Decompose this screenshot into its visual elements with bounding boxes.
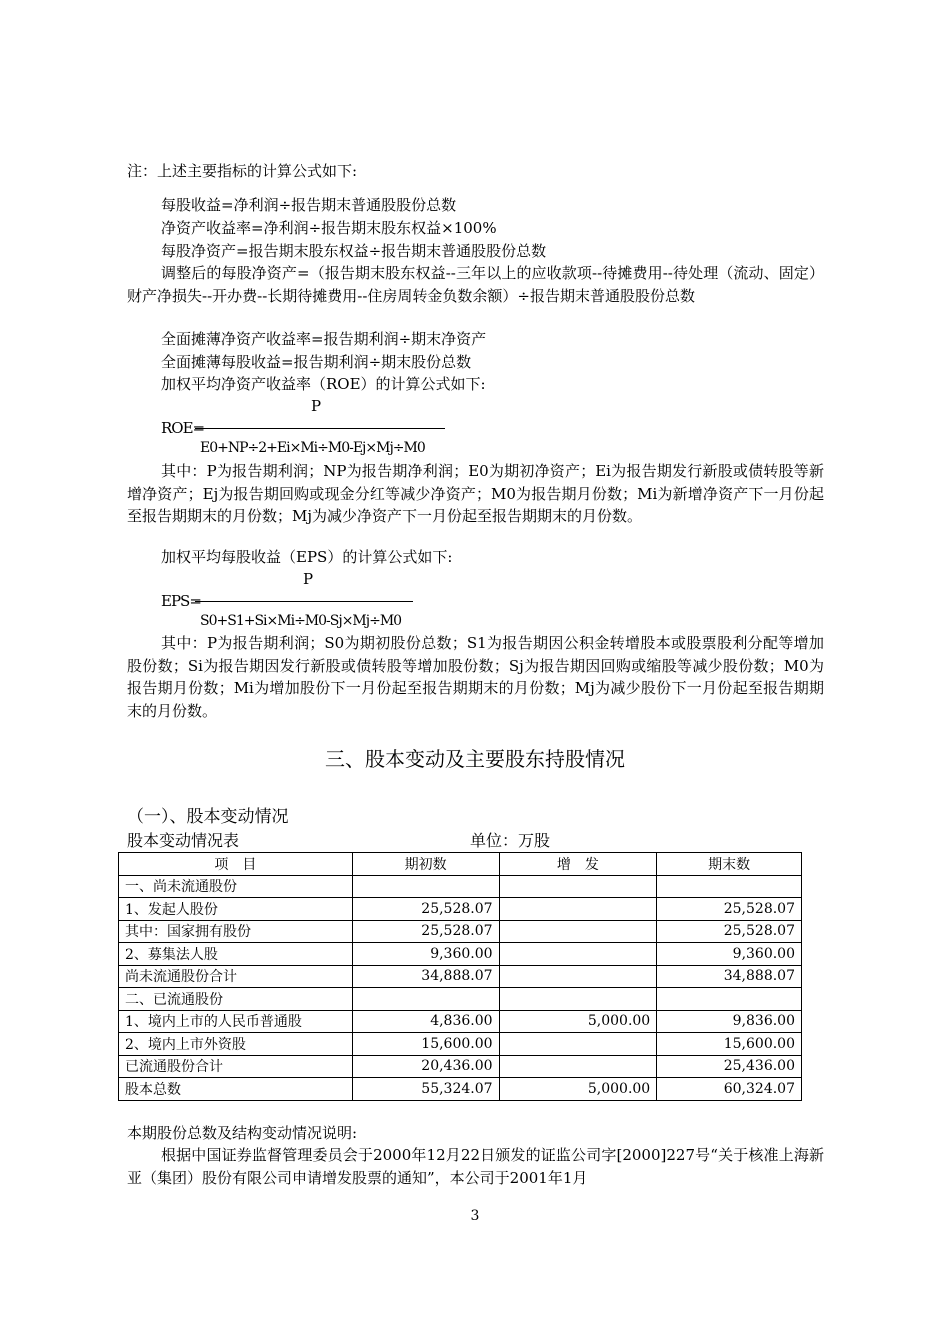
header-issuance: 增 发 xyxy=(499,853,657,876)
row-label: 尚未流通股份合计 xyxy=(119,965,353,988)
weighted-roe-intro: 加权平均净资产收益率（ROE）的计算公式如下: xyxy=(161,375,486,393)
opening-value: 25,528.07 xyxy=(352,898,499,921)
adjusted-bvps-formula: 调整后的每股净资产=（报告期末股东权益--三年以上的应收款项--待摊费用--待处理（流动、固定）财产净损失--开办费--长期待摊费用--住房周转金负数余额）÷报告期末普通股股份总数 xyxy=(127,264,824,305)
opening-value: 9,360.00 xyxy=(352,943,499,966)
issuance-value: 5,000.00 xyxy=(499,1010,657,1033)
closing-value: 25,436.00 xyxy=(657,1055,802,1078)
closing-value xyxy=(657,988,802,1011)
closing-value: 25,528.07 xyxy=(657,920,802,943)
roe-label: ROE= xyxy=(161,419,205,437)
closing-value xyxy=(657,875,802,898)
table-row xyxy=(119,1078,802,1101)
eps-formula: 每股收益=净利润÷报告期末普通股股份总数 xyxy=(161,196,457,214)
issuance-value xyxy=(499,1055,657,1078)
table-row xyxy=(119,1010,802,1033)
eps-label: EPS= xyxy=(161,592,201,610)
weighted-eps-intro: 加权平均每股收益（EPS）的计算公式如下: xyxy=(161,548,453,566)
row-label: 其中：国家拥有股份 xyxy=(119,920,353,943)
issuance-value xyxy=(499,943,657,966)
header-item: 项 目 xyxy=(119,853,353,876)
row-label: 1、发起人股份 xyxy=(119,898,353,921)
diluted-eps-formula: 全面摊薄每股收益=报告期利润÷期末股份总数 xyxy=(161,353,472,371)
opening-value: 15,600.00 xyxy=(352,1033,499,1056)
issuance-value xyxy=(499,875,657,898)
bvps-formula: 每股净资产=报告期末股东权益÷报告期末普通股股份总数 xyxy=(161,242,547,260)
table-row xyxy=(119,1055,802,1078)
table-row xyxy=(119,988,802,1011)
eps-numerator: P xyxy=(303,570,314,588)
closing-value: 9,360.00 xyxy=(657,943,802,966)
row-label: 二、已流通股份 xyxy=(119,988,353,1011)
table-row xyxy=(119,898,802,921)
roe-fraction-bar xyxy=(195,428,445,429)
row-label: 股本总数 xyxy=(119,1078,353,1101)
row-label: 2、境内上市外资股 xyxy=(119,1033,353,1056)
row-label: 一、尚未流通股份 xyxy=(119,875,353,898)
opening-value: 4,836.00 xyxy=(352,1010,499,1033)
table-row xyxy=(119,1033,802,1056)
opening-value: 20,436.00 xyxy=(352,1055,499,1078)
diluted-roe-formula: 全面摊薄净资产收益率=报告期利润÷期末净资产 xyxy=(161,330,487,348)
change-heading: 本期股份总数及结构变动情况说明: xyxy=(127,1124,358,1142)
issuance-value xyxy=(499,965,657,988)
eps-fraction-bar xyxy=(195,601,413,602)
row-label: 已流通股份合计 xyxy=(119,1055,353,1078)
table-row xyxy=(119,943,802,966)
closing-value: 25,528.07 xyxy=(657,898,802,921)
opening-value xyxy=(352,875,499,898)
roe-denominator: E0+NP÷2+Ei×Mi÷M0-Ej×Mj÷M0 xyxy=(200,440,425,456)
opening-value: 55,324.07 xyxy=(352,1078,499,1101)
issuance-value xyxy=(499,920,657,943)
note-intro: 注：上述主要指标的计算公式如下: xyxy=(127,162,358,180)
page-number: 3 xyxy=(470,1208,480,1224)
row-label: 1、境内上市的人民币普通股 xyxy=(119,1010,353,1033)
unit-label: 单位：万股 xyxy=(470,831,551,850)
closing-value: 34,888.07 xyxy=(657,965,802,988)
roe-explanation: 其中：P为报告期利润；NP为报告期净利润；E0为期初净资产；Ei为报告期发行新股或债转股等新增净资产；Ej为报告期回购或现金分红等减少净资产；M0为报告期月份数；Mi为新增净资产下一月份起至报告期期末的月份数；Mj为减少净资产下一月份起至报告期期末的月份数。 xyxy=(127,462,824,525)
eps-denominator: S0+S1+Si×Mi÷M0-Sj×Mj÷M0 xyxy=(200,613,402,629)
issuance-value xyxy=(499,898,657,921)
roe-formula: 净资产收益率=净利润÷报告期末股东权益×100% xyxy=(161,219,497,237)
table-row xyxy=(119,920,802,943)
opening-value xyxy=(352,988,499,1011)
table-row xyxy=(119,965,802,988)
opening-value: 25,528.07 xyxy=(352,920,499,943)
closing-value: 60,324.07 xyxy=(657,1078,802,1101)
roe-numerator: P xyxy=(311,397,322,415)
table-caption: 股本变动情况表 xyxy=(127,831,240,850)
table-row xyxy=(119,875,802,898)
eps-explanation: 其中：P为报告期利润；S0为期初股份总数；S1为报告期因公积金转增股本或股票股利分配等增加股份数；Si为报告期因发行新股或债转股等增加股份数；Sj为报告期因回购或缩股等减少股份数；M0为报告期月份数；Mi为增加股份下一月份起至报告期期末的月份数；Mj为减少股份下一月份起至报告期期末的月份数。 xyxy=(127,634,824,720)
row-label: 2、募集法人股 xyxy=(119,943,353,966)
issuance-value: 5,000.00 xyxy=(499,1078,657,1101)
issuance-value xyxy=(499,988,657,1011)
subsection-title: （一）、股本变动情况 xyxy=(127,807,289,827)
issuance-value xyxy=(499,1033,657,1056)
closing-value: 9,836.00 xyxy=(657,1010,802,1033)
header-opening: 期初数 xyxy=(352,853,499,876)
section-title: 三、股本变动及主要股东持股情况 xyxy=(325,747,625,771)
header-closing: 期末数 xyxy=(657,853,802,876)
change-explanation: 根据中国证券监督管理委员会于2000年12月22日颁发的证监公司字[2000]227号“关于核准上海新亚（集团）股份有限公司申请增发股票的通知”，本公司于2001年1月 xyxy=(127,1146,824,1187)
table-header-row xyxy=(119,853,802,876)
closing-value: 15,600.00 xyxy=(657,1033,802,1056)
share-change-table xyxy=(118,852,802,1101)
opening-value: 34,888.07 xyxy=(352,965,499,988)
